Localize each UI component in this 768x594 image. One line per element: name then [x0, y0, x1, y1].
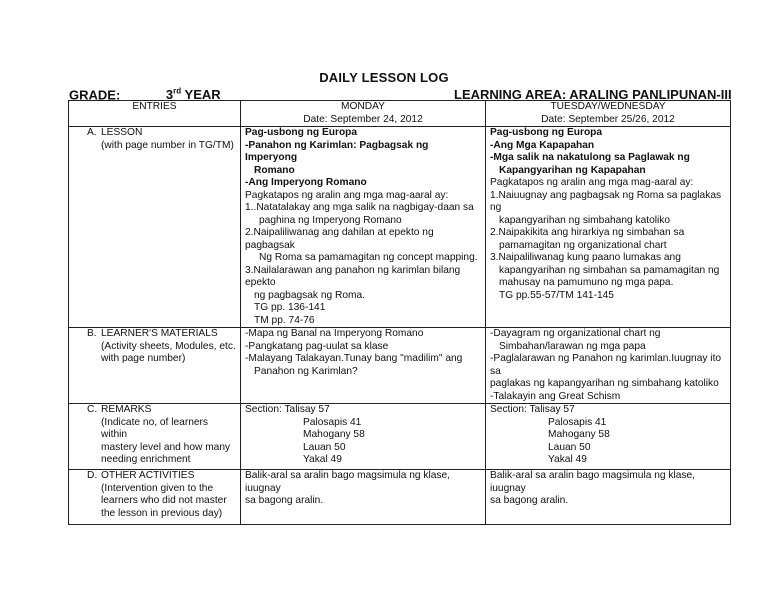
table-row	[69, 328, 731, 404]
tuesday-lesson: Pag-usbong ng Europa -Ang Mga Kapapahan -Mga salik na nakatulong sa Paglawak ng Kapangyarihan ng Kapapahan Pagkatapos ng aralin ang mga mag-aaral ay: 1.Naiuugnay ang pagbagsak ng Roma sa paglakas ng kapangyarihan ng simbahang katoliko 2.Naipakikita ang hirarkiya ng simbahan sa pamamagitan ng organizational chart 3.Naipaliliwanag kung paano lumakas ang kapangyarihan ng simbahan sa pamamagitan ng mahusay na pamumuno ng mga papa. TG pp.55-57/TM 141-145	[486, 127, 731, 328]
lesson-log-table	[68, 100, 731, 525]
monday-header: MONDAY Date: September 24, 2012	[241, 101, 486, 127]
tuesday-header: TUESDAY/WEDNESDAY Date: September 25/26, 2012	[486, 101, 731, 127]
tuesday-other-activities: Balik-aral sa aralin bago magsimula ng klase, iuugnay sa bagong aralin.	[486, 470, 731, 525]
table-row	[69, 470, 731, 525]
entries-header: ENTRIES	[69, 101, 241, 127]
grade-value: 3rd YEAR	[165, 87, 221, 103]
monday-remarks: Section: Talisay 57 Palosapis 41 Mahogany 58 Lauan 50 Yakal 49	[241, 404, 486, 470]
monday-materials: -Mapa ng Banal na Imperyong Romano -Pangkatang pag-uulat sa klase -Malayang Talakayan.Tunay bang "madilim" ang Panahon ng Karimlan?	[241, 328, 486, 404]
monday-lesson: Pag-usbong ng Europa -Panahon ng Karimlan: Pagbagsak ng Imperyong Romano -Ang Imperyong Romano Pagkatapos ng aralin ang mga mag-aaral ay: 1..Natatalakay ang mga salik na nagbigay-daan sa paghina ng Imperyong Romano 2.Naipaliliwanag ang dahilan at epekto ng pagbagsak Ng Roma sa pamamagitan ng concept mapping. 3.Nailalarawan ang panahon ng karimlan bilang epekto ng pagbagsak ng Roma. TG pp. 136-141 TM pp. 74-76	[241, 127, 486, 328]
learning-area: LEARNING AREA: ARALING PANLIPUNAN-III	[454, 87, 732, 102]
monday-date: Date: September 24, 2012	[303, 113, 423, 125]
header-row	[69, 101, 731, 127]
tuesday-materials: -Dayagram ng organizational chart ng Simbahan/larawan ng mga papa -Paglalarawan ng Panahon ng karimlan.Iuugnay ito sa paglakas ng kapangyarihan ng simbahang katoliko -Talakayin ang Great Schism	[486, 328, 731, 404]
tuesday-remarks: Section: Talisay 57 Palosapis 41 Mahogany 58 Lauan 50 Yakal 49	[486, 404, 731, 470]
document-title: DAILY LESSON LOG	[319, 70, 449, 85]
tuesday-date: Date: September 25/26, 2012	[541, 113, 675, 125]
grade-label: GRADE:	[69, 87, 121, 103]
entry-remarks: C. REMARKS (Indicate no, of learners within mastery level and how many needing enrichment	[69, 404, 241, 470]
table-row	[69, 404, 731, 470]
entry-lesson: A. LESSON (with page number in TG/TM)	[69, 127, 241, 328]
entry-other-activities: D. OTHER ACTIVITIES (Intervention given to the learners who did not master the lesson in previous day)	[69, 470, 241, 525]
entry-materials: B. LEARNER'S MATERIALS (Activity sheets, Modules, etc. with page number)	[69, 328, 241, 404]
table-row	[69, 127, 731, 328]
monday-other-activities: Balik-aral sa aralin bago magsimula ng klase, iuugnay sa bagong aralin.	[241, 470, 486, 525]
